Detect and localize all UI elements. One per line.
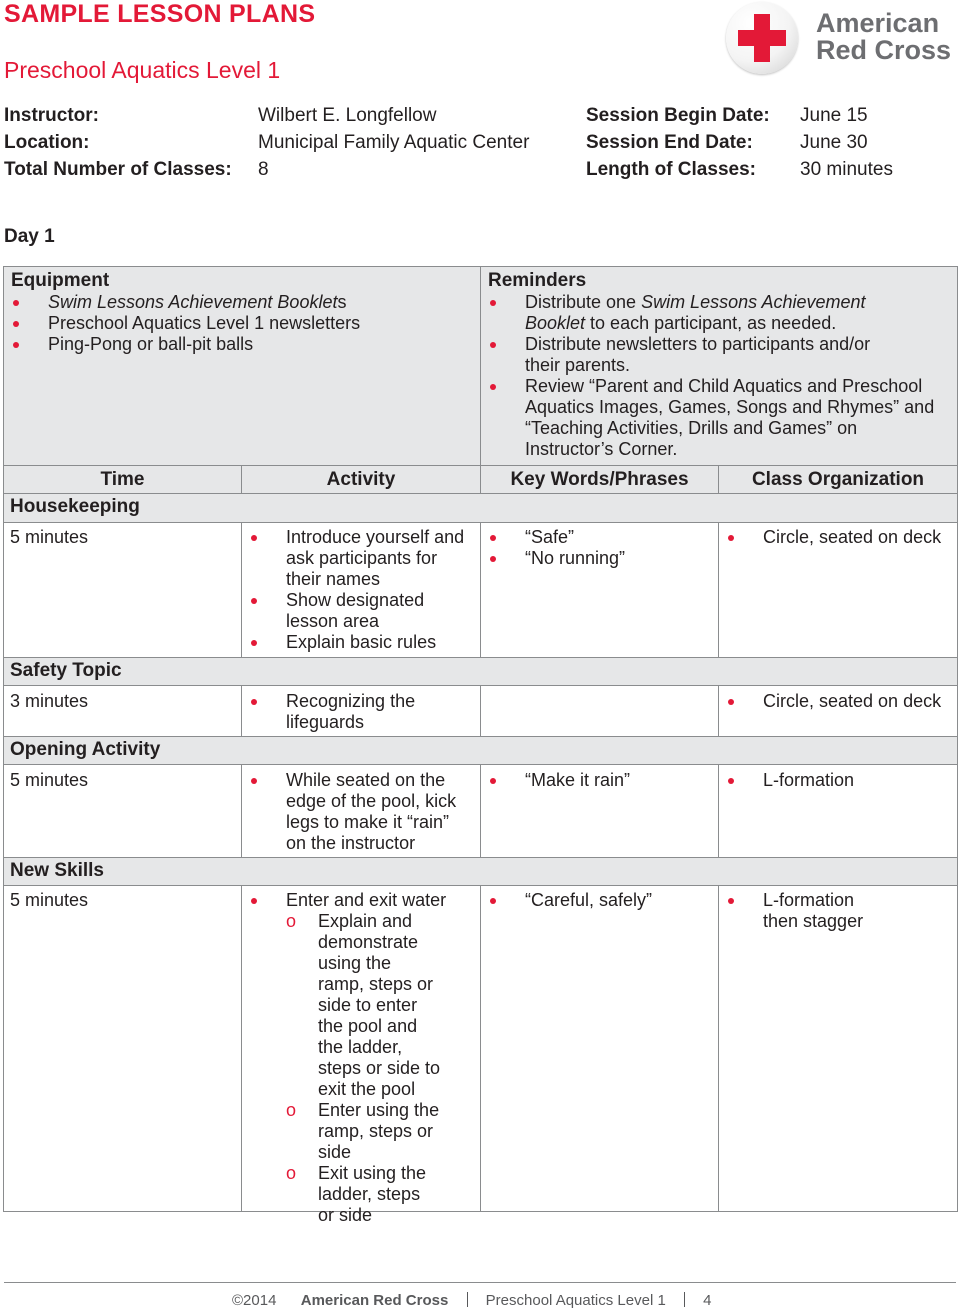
- reminders-title: Reminders: [488, 270, 587, 291]
- footer-separator: [467, 1292, 468, 1307]
- footer-copyright: ©2014: [232, 1292, 277, 1309]
- meta-right-labels: [586, 102, 770, 183]
- keyword-item: “Safe”: [488, 527, 714, 548]
- reminders-list: [488, 292, 935, 460]
- meta-left-labels: [4, 102, 232, 183]
- safety-organization: [726, 691, 956, 712]
- day-heading: Day 1: [4, 226, 55, 247]
- length-value: 30 minutes: [800, 159, 893, 180]
- instructor-value: Wilbert E. Longfellow: [258, 105, 437, 126]
- keyword-item: “Make it rain”: [488, 770, 714, 791]
- activity-item: Introduce yourself and ask participants for their names: [249, 527, 472, 590]
- housekeeping-keywords: [488, 527, 714, 569]
- col-header-time: Time: [100, 469, 145, 490]
- reminder-item: Review “Parent and Child Aquatics and Preschool Aquatics Images, Games, Songs and Rhymes” and “Teaching Activities, Drills and Games” on Instructor’s Corner.: [488, 376, 935, 460]
- activity-item: Show designated lesson area: [249, 590, 446, 632]
- section-opening-activity: Opening Activity: [10, 739, 161, 760]
- col-header-keywords: Key Words/Phrases: [510, 469, 689, 490]
- end-date-label: Session End Date:: [586, 132, 753, 153]
- activity-item: While seated on the edge of the pool, kick legs to make it “rain” on the instructor: [249, 770, 466, 854]
- activity-item: Recognizing the lifeguards: [249, 691, 416, 733]
- opening-keywords: [488, 770, 714, 791]
- classes-label: Total Number of Classes:: [4, 159, 232, 180]
- activity-subitem: o Explain and demonstrate using the ramp, steps or side to enter the pool and the ladder, steps or side to exit the pool: [286, 911, 442, 1100]
- equipment-item: Swim Lessons Achievement Booklets: [11, 292, 471, 313]
- newskills-band: [4, 858, 957, 885]
- activity-item: Explain basic rules: [249, 632, 477, 653]
- instructor-label: Instructor:: [4, 105, 99, 126]
- organization-item: Circle, seated on deck: [726, 691, 956, 712]
- document-subtitle: Preschool Aquatics Level 1: [4, 57, 281, 83]
- length-label: Length of Classes:: [586, 159, 756, 180]
- activity-item: Enter and exit water o Explain and demonstrate using the ramp, steps or side to enter the pool and the ladder, steps or side to exit the pool o Enter using the ramp, steps or side o Exit using the ladder, steps or side: [249, 890, 477, 1226]
- reminder-item: Distribute one Swim Lessons Achievement Booklet to each participant, as needed.: [488, 292, 928, 334]
- logo-text-line2: Red Cross: [816, 35, 952, 65]
- safety-activities: [249, 691, 477, 733]
- section-safety-topic: Safety Topic: [10, 660, 122, 681]
- activity-subitem: o Exit using the ladder, steps or side: [286, 1163, 434, 1226]
- safety-time: 3 minutes: [10, 691, 89, 711]
- footer-page-number: 4: [703, 1292, 712, 1309]
- begin-date-label: Session Begin Date:: [586, 105, 770, 126]
- red-cross-logo: [726, 2, 958, 78]
- opening-activities: [249, 770, 477, 854]
- safety-band: [4, 658, 957, 685]
- equipment-cell: [11, 270, 471, 355]
- location-label: Location:: [4, 132, 90, 153]
- equipment-item: Preschool Aquatics Level 1 newsletters: [11, 313, 471, 334]
- reminders-cell: [488, 270, 935, 460]
- opening-organization: [726, 770, 956, 791]
- reminder-item: Distribute newsletters to participants and/or their parents.: [488, 334, 885, 376]
- section-housekeeping: Housekeeping: [10, 496, 140, 517]
- opening-time: 5 minutes: [10, 770, 89, 790]
- keyword-item: “Careful, safely”: [488, 890, 714, 911]
- newskills-time: 5 minutes: [10, 890, 89, 910]
- end-date-value: June 30: [800, 132, 868, 153]
- organization-item: L-formation: [726, 770, 956, 791]
- newskills-keywords: [488, 890, 714, 911]
- red-cross-emblem-icon: [726, 2, 798, 74]
- col-header-organization: Class Organization: [751, 469, 925, 490]
- newskills-activities: [249, 890, 477, 1226]
- equipment-list: [11, 292, 471, 355]
- equipment-title: Equipment: [11, 270, 110, 291]
- newskills-organization: [726, 890, 956, 932]
- activity-subitems: [286, 911, 477, 1226]
- footer: [232, 1292, 711, 1309]
- footer-course: Preschool Aquatics Level 1: [485, 1292, 666, 1309]
- keyword-item: “No running”: [488, 548, 714, 569]
- footer-brand: American Red Cross: [300, 1292, 449, 1309]
- meta-right-values: [800, 102, 893, 183]
- activity-subitem: o Enter using the ramp, steps or side: [286, 1100, 442, 1163]
- classes-value: 8: [258, 159, 269, 180]
- equipment-item: Ping-Pong or ball-pit balls: [11, 334, 471, 355]
- organization-item: Circle, seated on deck: [726, 527, 956, 548]
- footer-separator: [684, 1292, 685, 1307]
- begin-date-value: June 15: [800, 105, 868, 126]
- location-value: Municipal Family Aquatic Center: [258, 132, 530, 153]
- col-header-activity: Activity: [326, 469, 396, 490]
- meta-left-values: [258, 102, 529, 183]
- section-new-skills: New Skills: [10, 860, 104, 881]
- footer-divider: [4, 1282, 956, 1283]
- housekeeping-time: 5 minutes: [10, 527, 89, 547]
- document-title: SAMPLE LESSON PLANS: [4, 0, 316, 28]
- housekeeping-organization: [726, 527, 956, 548]
- housekeeping-activities: [249, 527, 477, 653]
- organization-item: L-formation then stagger: [726, 890, 873, 932]
- logo-text-line1: American: [816, 8, 940, 38]
